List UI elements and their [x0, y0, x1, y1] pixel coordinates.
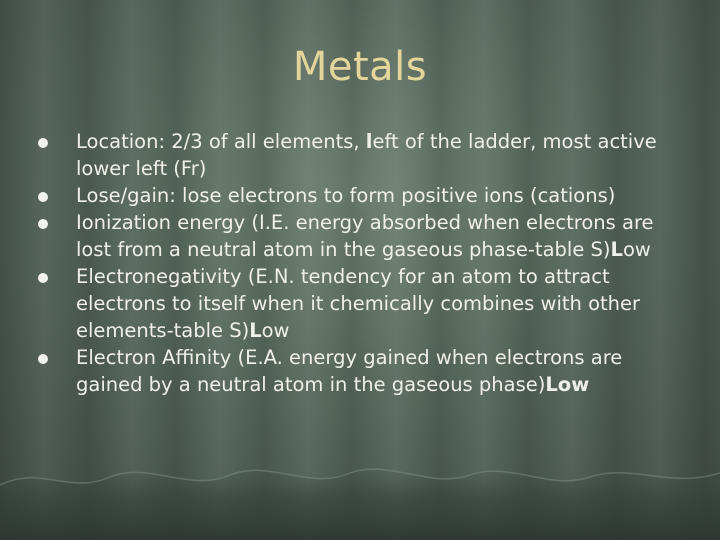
bullet-list — [56, 128, 686, 398]
bullet-lose-gain: Lose/gain: lose electrons to form positive ions (cations) — [56, 182, 686, 209]
bullet-icon — [38, 219, 48, 229]
curtain-drape-decoration — [0, 455, 720, 540]
slide-title: Metals — [292, 44, 428, 90]
bullet-icon — [38, 138, 48, 148]
bullet-electronegativity: Electronegativity (E.N. tendency for an atom to attract electrons to itself when it chemically combines with other elements-table S)Low — [56, 263, 686, 344]
bullet-location: Location: 2/3 of all elements, left of the ladder, most active lower left (Fr) — [56, 128, 686, 182]
bullet-icon — [38, 273, 48, 283]
bullet-electron-affinity: Electron Affinity (E.A. energy gained when electrons are gained by a neutral atom in the gaseous phase)Low — [56, 344, 686, 398]
bullet-icon — [38, 354, 48, 364]
bullet-icon — [38, 192, 48, 202]
bullet-ionization-energy: Ionization energy (I.E. energy absorbed when electrons are lost from a neutral atom in the gaseous phase-table S)Low — [56, 209, 686, 263]
